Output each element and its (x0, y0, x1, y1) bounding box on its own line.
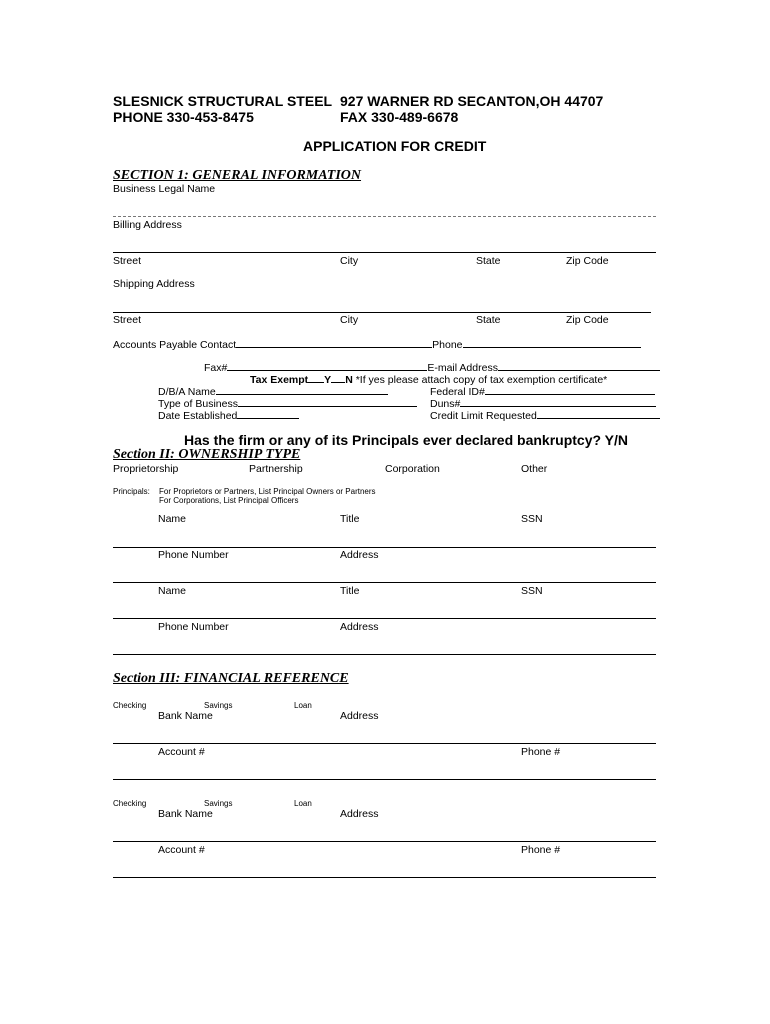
federal-id-label: Federal ID# (430, 386, 485, 398)
billing-street-label: Street (113, 255, 142, 267)
duns-label: Duns# (430, 398, 461, 410)
ownership-proprietorship[interactable]: Proprietorship (113, 463, 179, 475)
principal2-title-label: Title (340, 585, 360, 597)
principal2-name-label: Name (158, 585, 187, 597)
bank1-phone-label: Phone # (521, 746, 561, 758)
credit-limit-field[interactable] (537, 409, 660, 419)
email-field[interactable] (498, 361, 660, 371)
dba-field[interactable] (216, 385, 388, 395)
section2-heading: Section II: OWNERSHIP TYPE (113, 447, 301, 462)
company-name: SLESNICK STRUCTURAL STEEL (113, 93, 333, 109)
ap-contact-label: Accounts Payable Contact (113, 339, 237, 351)
shipping-zip-label: Zip Code (566, 314, 609, 326)
section3-heading: Section III: FINANCIAL REFERENCE (113, 671, 349, 686)
bank1-name-field[interactable] (113, 743, 656, 744)
date-established-field[interactable] (237, 409, 299, 419)
ap-contact-row (113, 338, 641, 351)
tax-n-field[interactable] (331, 373, 345, 383)
shipping-address-field[interactable] (113, 312, 651, 313)
ownership-partnership[interactable]: Partnership (249, 463, 303, 475)
form-title: APPLICATION FOR CREDIT (303, 138, 487, 154)
email-label: E-mail Address (427, 362, 498, 374)
company-phone: PHONE 330-453-8475 (113, 109, 254, 125)
business-legal-name-field[interactable] (113, 216, 656, 217)
shipping-street-label: Street (113, 314, 142, 326)
type-of-business-label: Type of Business (158, 398, 238, 410)
section1-heading: SECTION 1: GENERAL INFORMATION (113, 168, 362, 183)
principal2-phone-label: Phone Number (158, 621, 229, 633)
shipping-address-label: Shipping Address (113, 278, 195, 290)
dba-label: D/B/A Name (158, 386, 216, 398)
shipping-state-label: State (476, 314, 501, 326)
credit-limit-label: Credit Limit Requested (430, 410, 537, 422)
billing-address-label: Billing Address (113, 219, 182, 231)
ap-contact-field[interactable] (236, 338, 432, 348)
bank1-checking[interactable]: Checking (113, 701, 147, 710)
type-of-business-field[interactable] (238, 397, 417, 407)
principals-note-1: For Proprietors or Partners, List Principal Owners or Partners (159, 487, 376, 496)
federal-id-field[interactable] (485, 385, 655, 395)
bank2-savings[interactable]: Savings (204, 799, 233, 808)
billing-city-label: City (340, 255, 359, 267)
principal1-address-label: Address (340, 549, 379, 561)
bank2-phone-label: Phone # (521, 844, 561, 856)
principal1-title-label: Title (340, 513, 360, 525)
principal1-name-field[interactable] (113, 547, 656, 548)
duns-field[interactable] (460, 397, 656, 407)
billing-zip-label: Zip Code (566, 255, 609, 267)
bank2-checking[interactable]: Checking (113, 799, 147, 808)
shipping-city-label: City (340, 314, 359, 326)
principals-note-2: For Corporations, List Principal Officers (159, 496, 299, 505)
bank1-account-label: Account # (158, 746, 205, 758)
company-fax: FAX 330-489-6678 (340, 109, 459, 125)
tax-note: *If yes please attach copy of tax exemption certificate* (355, 374, 608, 386)
credit-limit-row (430, 409, 660, 422)
principal1-ssn-label: SSN (521, 513, 543, 525)
bank1-savings[interactable]: Savings (204, 701, 233, 710)
ap-phone-label: Phone (432, 339, 463, 351)
tax-exempt-label: Tax Exempt (250, 374, 309, 386)
ownership-corporation[interactable]: Corporation (385, 463, 440, 475)
principal1-name-label: Name (158, 513, 187, 525)
principal2-address-label: Address (340, 621, 379, 633)
billing-address-field[interactable] (113, 252, 656, 253)
tax-n-label: N (345, 374, 353, 386)
bank2-account-field[interactable] (113, 877, 656, 878)
principal2-phone-field[interactable] (113, 654, 656, 655)
bankruptcy-question: Has the firm or any of its Principals ever declared bankruptcy? Y/N (184, 432, 629, 448)
bank1-name-label: Bank Name (158, 710, 213, 722)
bank1-account-field[interactable] (113, 779, 656, 780)
principal1-phone-label: Phone Number (158, 549, 229, 561)
ownership-other[interactable]: Other (521, 463, 548, 475)
tax-y-field[interactable] (308, 373, 324, 383)
principal1-phone-field[interactable] (113, 582, 656, 583)
bank2-account-label: Account # (158, 844, 205, 856)
ap-phone-field[interactable] (463, 338, 641, 348)
date-established-row (158, 409, 299, 422)
bank1-address-label: Address (340, 710, 379, 722)
company-city-state: CANTON,OH 44707 (476, 93, 604, 109)
company-address: 927 WARNER RD SE (340, 93, 477, 109)
tax-y-label: Y (324, 374, 332, 386)
fax-label: Fax# (204, 362, 228, 374)
principal2-ssn-label: SSN (521, 585, 543, 597)
bank2-address-label: Address (340, 808, 379, 820)
bank2-name-label: Bank Name (158, 808, 213, 820)
bank2-name-field[interactable] (113, 841, 656, 842)
principals-label: Principals: (113, 487, 150, 496)
bank2-loan[interactable]: Loan (294, 799, 312, 808)
billing-state-label: State (476, 255, 501, 267)
bank1-loan[interactable]: Loan (294, 701, 312, 710)
fax-field[interactable] (227, 361, 427, 371)
date-established-label: Date Established (158, 410, 238, 422)
principal2-name-field[interactable] (113, 618, 656, 619)
business-legal-name-label: Business Legal Name (113, 183, 216, 195)
